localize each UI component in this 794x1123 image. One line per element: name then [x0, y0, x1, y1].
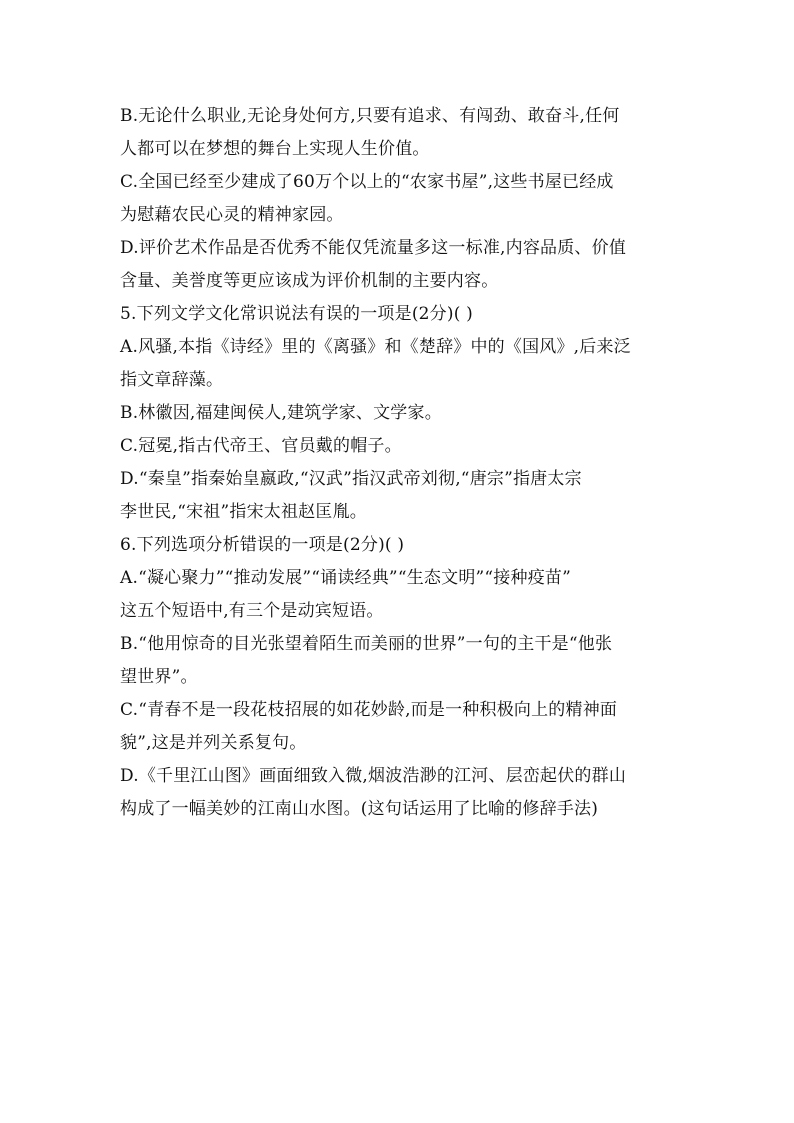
text-line: 人都可以在梦想的舞台上实现人生价值。: [120, 139, 430, 159]
text-line-c-option-6: C.“青春不是一段花枝招展的如花妙龄,而是一种积极向上的精神面: [120, 700, 618, 720]
text-line: 李世民,“宋祖”指宋太祖赵匡胤。: [120, 502, 367, 522]
question-5-stem: 5.下列文学文化常识说法有误的一项是(2分)( ): [120, 304, 473, 324]
text-line: 指文章辞藻。: [120, 370, 224, 390]
text-line: 为慰藉农民心灵的精神家园。: [120, 205, 344, 225]
text-line-d-option-5: D.“秦皇”指秦始皇嬴政,“汉武”指汉武帝刘彻,“唐宗”指唐太宗: [120, 469, 582, 489]
text-line-b-option-6: B.“他用惊奇的目光张望着陌生而美丽的世界”一句的主干是“他张: [120, 634, 613, 654]
question-6-stem: 6.下列选项分析错误的一项是(2分)( ): [120, 535, 405, 555]
document-page: [120, 100, 680, 826]
text-line: 望世界”。: [120, 667, 198, 687]
text-line-a-option-6: A.“凝心聚力”“推动发展”“诵读经典”“生态文明”“接种疫苗”: [120, 568, 571, 588]
text-line-d-option-6: D.《千里江山图》画面细致入微,烟波浩渺的江河、层峦起伏的群山: [120, 766, 627, 786]
text-line: 含量、美誉度等更应该成为评价机制的主要内容。: [120, 271, 499, 291]
text-line: 貌”,这是并列关系复句。: [120, 733, 307, 753]
text-line: 构成了一幅美妙的江南山水图。(这句话运用了比喻的修辞手法): [120, 799, 599, 819]
text-line-c-option-5: C.冠冕,指古代帝王、官员戴的帽子。: [120, 436, 402, 456]
text-line-a-option-5: A.风骚,本指《诗经》里的《离骚》和《楚辞》中的《国风》,后来泛: [120, 337, 631, 357]
text-line-c-option-4: C.全国已经至少建成了60万个以上的“农家书屋”,这些书屋已经成: [120, 172, 614, 192]
text-line: 这五个短语中,有三个是动宾短语。: [120, 601, 384, 621]
text-line-b-option-5: B.林徽因,福建闽侯人,建筑学家、文学家。: [120, 403, 442, 423]
text-line-b-option-4: B.无论什么职业,无论身处何方,只要有追求、有闯劲、敢奋斗,任何: [120, 106, 620, 126]
text-line-d-option-4: D.评价艺术作品是否优秀不能仅凭流量多这一标准,内容品质、价值: [120, 238, 627, 258]
